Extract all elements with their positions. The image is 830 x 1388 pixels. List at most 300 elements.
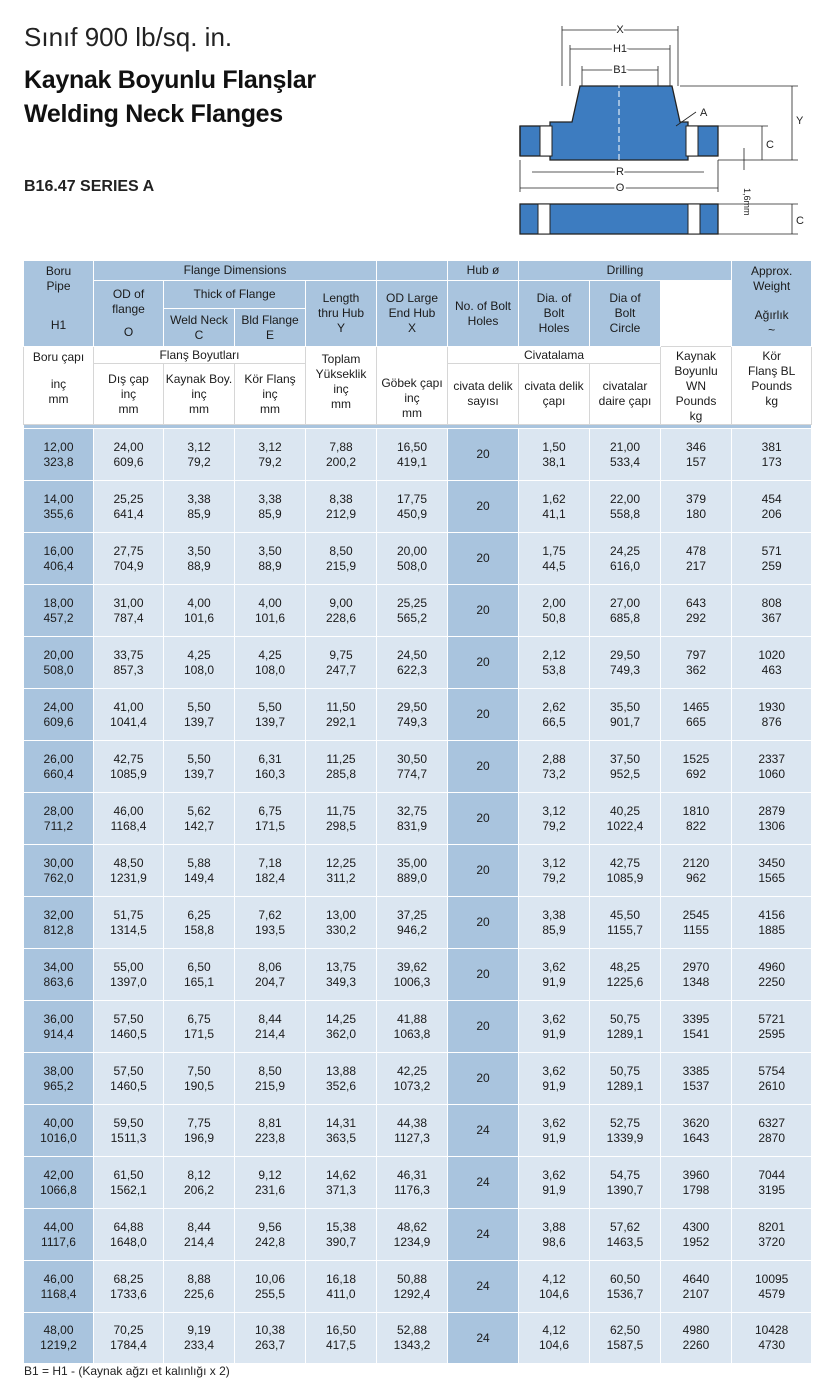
cell-wn [164,793,235,845]
cell-value: 876 [761,714,782,729]
cell-bl [235,949,306,1001]
header-text: Kaynak Boy. [165,371,233,386]
cell-value: 3395 [682,1011,710,1026]
col-bolt-circle: Dia of Bolt Circle [590,281,661,347]
cell-od [94,1053,164,1105]
cell-value: 4156 [758,907,786,922]
cell-value: 64,88 [113,1219,144,1234]
cell-holes: 20 [448,949,519,1001]
cell-pipe [24,949,94,1001]
cell-value: 6327 [758,1115,786,1130]
cell-value: 7044 [758,1167,786,1182]
cell-value: 20,00 [396,543,428,558]
cell-value: 215,9 [325,558,357,573]
cell-value: 3,12 [187,439,211,454]
cell-value: 79,2 [187,454,211,469]
cell-bl [235,897,306,949]
header-text: Boru çapı [32,350,85,364]
cell-dia [519,533,590,585]
cell-bl [235,585,306,637]
cell-pipe [24,1157,94,1209]
cell-value: 37,25 [396,907,428,922]
cell-value: 233,4 [183,1338,215,1352]
cell-od [94,585,164,637]
cell-len [306,689,377,741]
cell-value: 8201 [758,1219,786,1234]
cell-dia [519,481,590,533]
cell-value: 774,7 [396,766,428,781]
cell-circle [590,1053,661,1105]
table-row [24,1001,812,1053]
cell-value: 822 [685,818,707,833]
header-text: inç [404,391,420,405]
cell-value: 1810 [682,803,710,818]
cell-value: 16,50 [396,439,428,454]
cell-value: 228,6 [325,610,357,625]
cell-circle [590,897,661,949]
cell-pipe [24,1261,94,1313]
header-text: mm [331,397,351,411]
header-text: Bld Flange [241,312,299,327]
header-text: kg [765,394,779,408]
cell-holes: 20 [448,1001,519,1053]
cell-bl [235,481,306,533]
series-label: B16.47 SERIES A [24,178,155,195]
cell-value: 4,12 [542,1271,566,1286]
cell-value: 2610 [758,1078,786,1093]
cell-value: 1063,8 [393,1026,431,1041]
cell-pipe [24,845,94,897]
cell-value: 463 [761,662,782,677]
cell-value: 2337 [758,751,786,766]
cell-holes: 20 [448,689,519,741]
cell-wn [164,897,235,949]
cell-pipe [24,429,94,481]
cell-value: 8,38 [329,491,353,506]
cell-value: 59,50 [113,1115,144,1130]
cell-wbl [732,637,812,689]
cell-pipe [24,689,94,741]
cell-value: 30,50 [396,751,428,766]
cell-len [306,1001,377,1053]
cell-pipe [24,533,94,585]
cell-value: 1536,7 [606,1286,644,1301]
table-row [24,533,812,585]
cell-value: 692 [685,766,707,781]
cell-value: 44,00 [43,1219,74,1234]
cell-wbl [732,1105,812,1157]
cell-value: 171,5 [254,818,286,833]
cell-value: 91,9 [542,974,566,989]
cell-value: 8,44 [187,1219,211,1234]
cell-od [94,1105,164,1157]
cell-value: 704,9 [113,558,144,573]
cell-value: 28,00 [43,803,74,818]
cell-len [306,1157,377,1209]
cell-hub [377,637,448,689]
cell-value: 8,50 [329,543,353,558]
cell-value: 4300 [682,1219,710,1234]
col-blind [235,309,306,347]
header-text: Kör Flanş [244,371,296,386]
col-bolt-holes: No. of Bolt Holes [448,281,519,347]
header-text: Ağırlık [754,308,789,322]
cell-hub [377,1053,448,1105]
cell-value: 6,31 [258,751,282,766]
cell-value: 52,75 [609,1115,641,1130]
cell-dia [519,897,590,949]
cell-value: 46,00 [113,803,144,818]
cell-wbl [732,689,812,741]
cell-value: 98,6 [542,1234,566,1249]
cell-value: 2545 [682,907,710,922]
cell-value: 1155,7 [607,922,643,937]
cell-value: 9,00 [329,595,353,610]
cell-bl [235,845,306,897]
header-text: ~ [768,323,776,337]
cell-od [94,949,164,1001]
cell-value: 25,25 [396,595,428,610]
cell-value: 4960 [758,959,786,974]
cell-value: 85,9 [542,922,566,937]
cell-dia [519,1053,590,1105]
cell-wwn [661,1157,732,1209]
cell-value: 4,25 [258,647,282,662]
cell-value: 2,62 [542,699,566,714]
header-text: inç [191,386,207,401]
header-text: O [123,325,134,339]
cell-value: 44,5 [542,558,566,573]
cell-value: 60,50 [609,1271,641,1286]
cell-value: 104,6 [538,1338,570,1352]
cell-wbl [732,1261,812,1313]
cell-value: 7,18 [258,855,282,870]
cell-value: 857,3 [113,662,144,677]
cell-value: 242,8 [254,1234,286,1249]
cell-value: 965,2 [43,1078,74,1093]
cell-value: 50,8 [542,610,566,625]
cell-value: 6,25 [187,907,211,922]
col-bolt-dia: Dia. of Bolt Holes [519,281,590,347]
cell-value: 371,3 [325,1182,357,1197]
cell-value: 9,12 [258,1167,282,1182]
cell-wbl [732,1157,812,1209]
cell-len [306,481,377,533]
cell-bl [235,1001,306,1053]
cell-pipe [24,741,94,793]
cell-value: 8,12 [187,1167,211,1182]
cell-len [306,1313,377,1364]
table-row [24,1105,812,1157]
cell-value: 1348 [682,974,710,989]
cell-pipe [24,793,94,845]
cell-value: 1314,5 [110,922,147,937]
cell-value: 2120 [682,855,710,870]
tr-col-bolt-holes: civata delik sayısı [448,364,519,425]
cell-value: 3,12 [258,439,282,454]
cell-value: 45,50 [609,907,641,922]
cell-bl [235,1209,306,1261]
cell-value: 3,62 [542,1167,566,1182]
cell-wwn [661,1105,732,1157]
cell-value: 3,62 [542,1063,566,1078]
cell-circle [590,1313,661,1364]
header-text: E [265,327,274,342]
cell-value: 14,62 [325,1167,357,1182]
cell-value: 57,50 [113,1063,144,1078]
cell-wn [164,637,235,689]
cell-value: 914,4 [43,1026,74,1041]
cell-value: 225,6 [183,1286,215,1301]
cell-wn [164,741,235,793]
cell-value: 2970 [682,959,710,974]
cell-bl [235,533,306,585]
cell-value: 1465 [682,699,710,714]
cell-value: 457,2 [43,610,74,625]
cell-value: 2,88 [542,751,566,766]
header-text: Pipe [46,279,71,293]
cell-holes: 20 [448,429,519,481]
cell-wbl [732,793,812,845]
cell-value: 200,2 [325,454,357,469]
cell-hub [377,1001,448,1053]
cell-value: 10,06 [254,1271,286,1286]
cell-value: 3,38 [187,491,211,506]
label-y: Y [796,115,804,127]
cell-value: 311,2 [326,870,356,885]
group-hub: Hub ø [448,261,519,281]
cell-value: 223,8 [254,1130,286,1145]
cell-pipe [24,1053,94,1105]
header-text: Kaynak Boyunlu WN [674,349,718,393]
table-row [24,1209,812,1261]
cell-od [94,429,164,481]
cell-value: 1885 [758,922,786,937]
cell-value: 1176,3 [394,1182,430,1197]
cell-value: 196,9 [183,1130,215,1145]
cell-wn [164,1209,235,1261]
cell-value: 1343,2 [393,1338,431,1352]
cell-value: 33,75 [113,647,144,662]
cell-wbl [732,585,812,637]
cell-value: 1460,5 [110,1078,147,1093]
cell-value: 55,00 [113,959,144,974]
tr-col-weight-wn [661,347,732,425]
cell-value: 1127,3 [394,1130,430,1145]
cell-value: 165,1 [183,974,215,989]
cell-value: 8,06 [258,959,282,974]
cell-value: 48,25 [609,959,641,974]
cell-dia [519,949,590,1001]
cell-value: 142,7 [183,818,215,833]
cell-value: 622,3 [396,662,428,677]
col-hub-od [377,281,448,347]
cell-hub [377,793,448,845]
cell-wbl [732,949,812,1001]
cell-dia [519,1209,590,1261]
cell-dia [519,637,590,689]
header-text: Boru [45,264,72,278]
cell-wwn [661,1001,732,1053]
cell-len [306,429,377,481]
cell-value: 4,25 [187,647,211,662]
cell-len [306,637,377,689]
cell-dia [519,1157,590,1209]
cell-value: 26,00 [43,751,74,766]
cell-wwn [661,793,732,845]
cell-wwn [661,949,732,1001]
cell-wn [164,533,235,585]
cell-circle [590,1157,661,1209]
cell-dia [519,689,590,741]
label-raised-face: 1,6mm [742,188,752,216]
cell-value: 215,9 [254,1078,286,1093]
cell-value: 14,25 [325,1011,357,1026]
cell-value: 533,4 [609,454,641,469]
cell-wwn [661,1209,732,1261]
cell-value: 88,9 [187,558,211,573]
cell-value: 79,2 [542,870,566,885]
cell-value: 5,50 [187,751,211,766]
cell-value: 3960 [682,1167,710,1182]
cell-value: 16,00 [43,543,74,558]
cell-value: 29,50 [609,647,641,662]
cell-circle [590,533,661,585]
header-text: OD of flange [112,287,145,316]
cell-value: 4,00 [258,595,282,610]
cell-value: 9,19 [187,1323,211,1337]
cell-value: 8,81 [258,1115,282,1130]
cell-value: 46,31 [396,1167,428,1182]
cell-value: 4640 [682,1271,710,1286]
cell-value: 24,00 [113,439,144,454]
cell-value: 16,18 [325,1271,357,1286]
cell-value: 158,8 [183,922,215,937]
cell-value: 1292,4 [393,1286,431,1301]
cell-value: 10428 [754,1323,789,1337]
cell-holes: 24 [448,1157,519,1209]
cell-value: 3,12 [542,803,566,818]
cell-value: 41,88 [396,1011,428,1026]
header-text: mm [48,392,69,406]
cell-value: 1397,0 [110,974,147,989]
cell-value: 46,00 [43,1271,74,1286]
cell-value: 641,4 [113,506,144,521]
header-text: X [407,321,416,335]
cell-value: 101,6 [183,610,215,625]
cell-value: 37,50 [609,751,641,766]
cell-value: 4,12 [542,1323,566,1337]
cell-value: 139,7 [183,766,215,781]
cell-value: 231,6 [254,1182,286,1197]
cell-len [306,897,377,949]
cell-value: 346 [685,439,707,454]
cell-value: 5754 [758,1063,786,1078]
cell-od [94,897,164,949]
cell-value: 66,5 [542,714,566,729]
cell-wwn [661,637,732,689]
cell-value: 204,7 [254,974,286,989]
cell-len [306,793,377,845]
cell-holes: 20 [448,481,519,533]
cell-len [306,585,377,637]
cell-pipe [24,585,94,637]
cell-value: 4,00 [187,595,211,610]
tr-col-weld-neck [164,364,235,425]
cell-bl [235,1053,306,1105]
cell-circle [590,845,661,897]
cell-value: 12,25 [325,855,357,870]
cell-wwn [661,533,732,585]
cell-dia [519,1313,590,1364]
cell-od [94,637,164,689]
cell-value: 711,2 [43,818,74,833]
cell-value: 52,88 [396,1323,428,1337]
cell-value: 79,2 [542,818,566,833]
cell-value: 182,4 [254,870,286,885]
cell-value: 1460,5 [110,1026,147,1041]
cell-holes: 20 [448,637,519,689]
cell-value: 44,38 [396,1115,428,1130]
header-text: Pounds [751,379,793,393]
cell-value: 50,75 [609,1011,641,1026]
cell-wwn [661,741,732,793]
cell-value: 108,0 [254,662,286,677]
header-text: inç [50,377,67,391]
cell-wn [164,845,235,897]
cell-wbl [732,1209,812,1261]
cell-pipe [24,1001,94,1053]
cell-dia [519,585,590,637]
cell-pipe [24,897,94,949]
tr-col-length [306,347,377,425]
header-text: Approx. Weight [751,264,793,293]
cell-value: 139,7 [183,714,215,729]
cell-value: 157 [685,454,707,469]
cell-value: 50,88 [396,1271,428,1286]
cell-value: 787,4 [113,610,144,625]
cell-bl [235,637,306,689]
cell-value: 42,00 [43,1167,74,1182]
cell-value: 1952 [682,1234,710,1249]
cell-wn [164,1261,235,1313]
cell-value: 2870 [758,1130,786,1145]
cell-value: 41,1 [542,506,566,521]
cell-value: 1234,9 [393,1234,431,1249]
cell-value: 53,8 [542,662,566,677]
cell-value: 13,75 [325,959,357,974]
cell-pipe [24,481,94,533]
cell-circle [590,429,661,481]
header-text: mm [189,401,209,416]
cell-od [94,793,164,845]
cell-value: 292 [685,610,707,625]
cell-wbl [732,897,812,949]
cell-value: 6,50 [187,959,211,974]
label-r: R [616,166,624,178]
header-text: inç [120,386,137,401]
header-text: Yükseklik [315,367,367,381]
header-text: mm [118,401,139,416]
cell-value: 160,3 [254,766,286,781]
table-row [24,585,812,637]
cell-value: 255,5 [254,1286,286,1301]
cell-wn [164,1105,235,1157]
cell-value: 478 [685,543,707,558]
cell-value: 363,5 [325,1130,357,1145]
cell-value: 39,62 [396,959,428,974]
tr-group-flange: Flanş Boyutları [94,347,306,364]
